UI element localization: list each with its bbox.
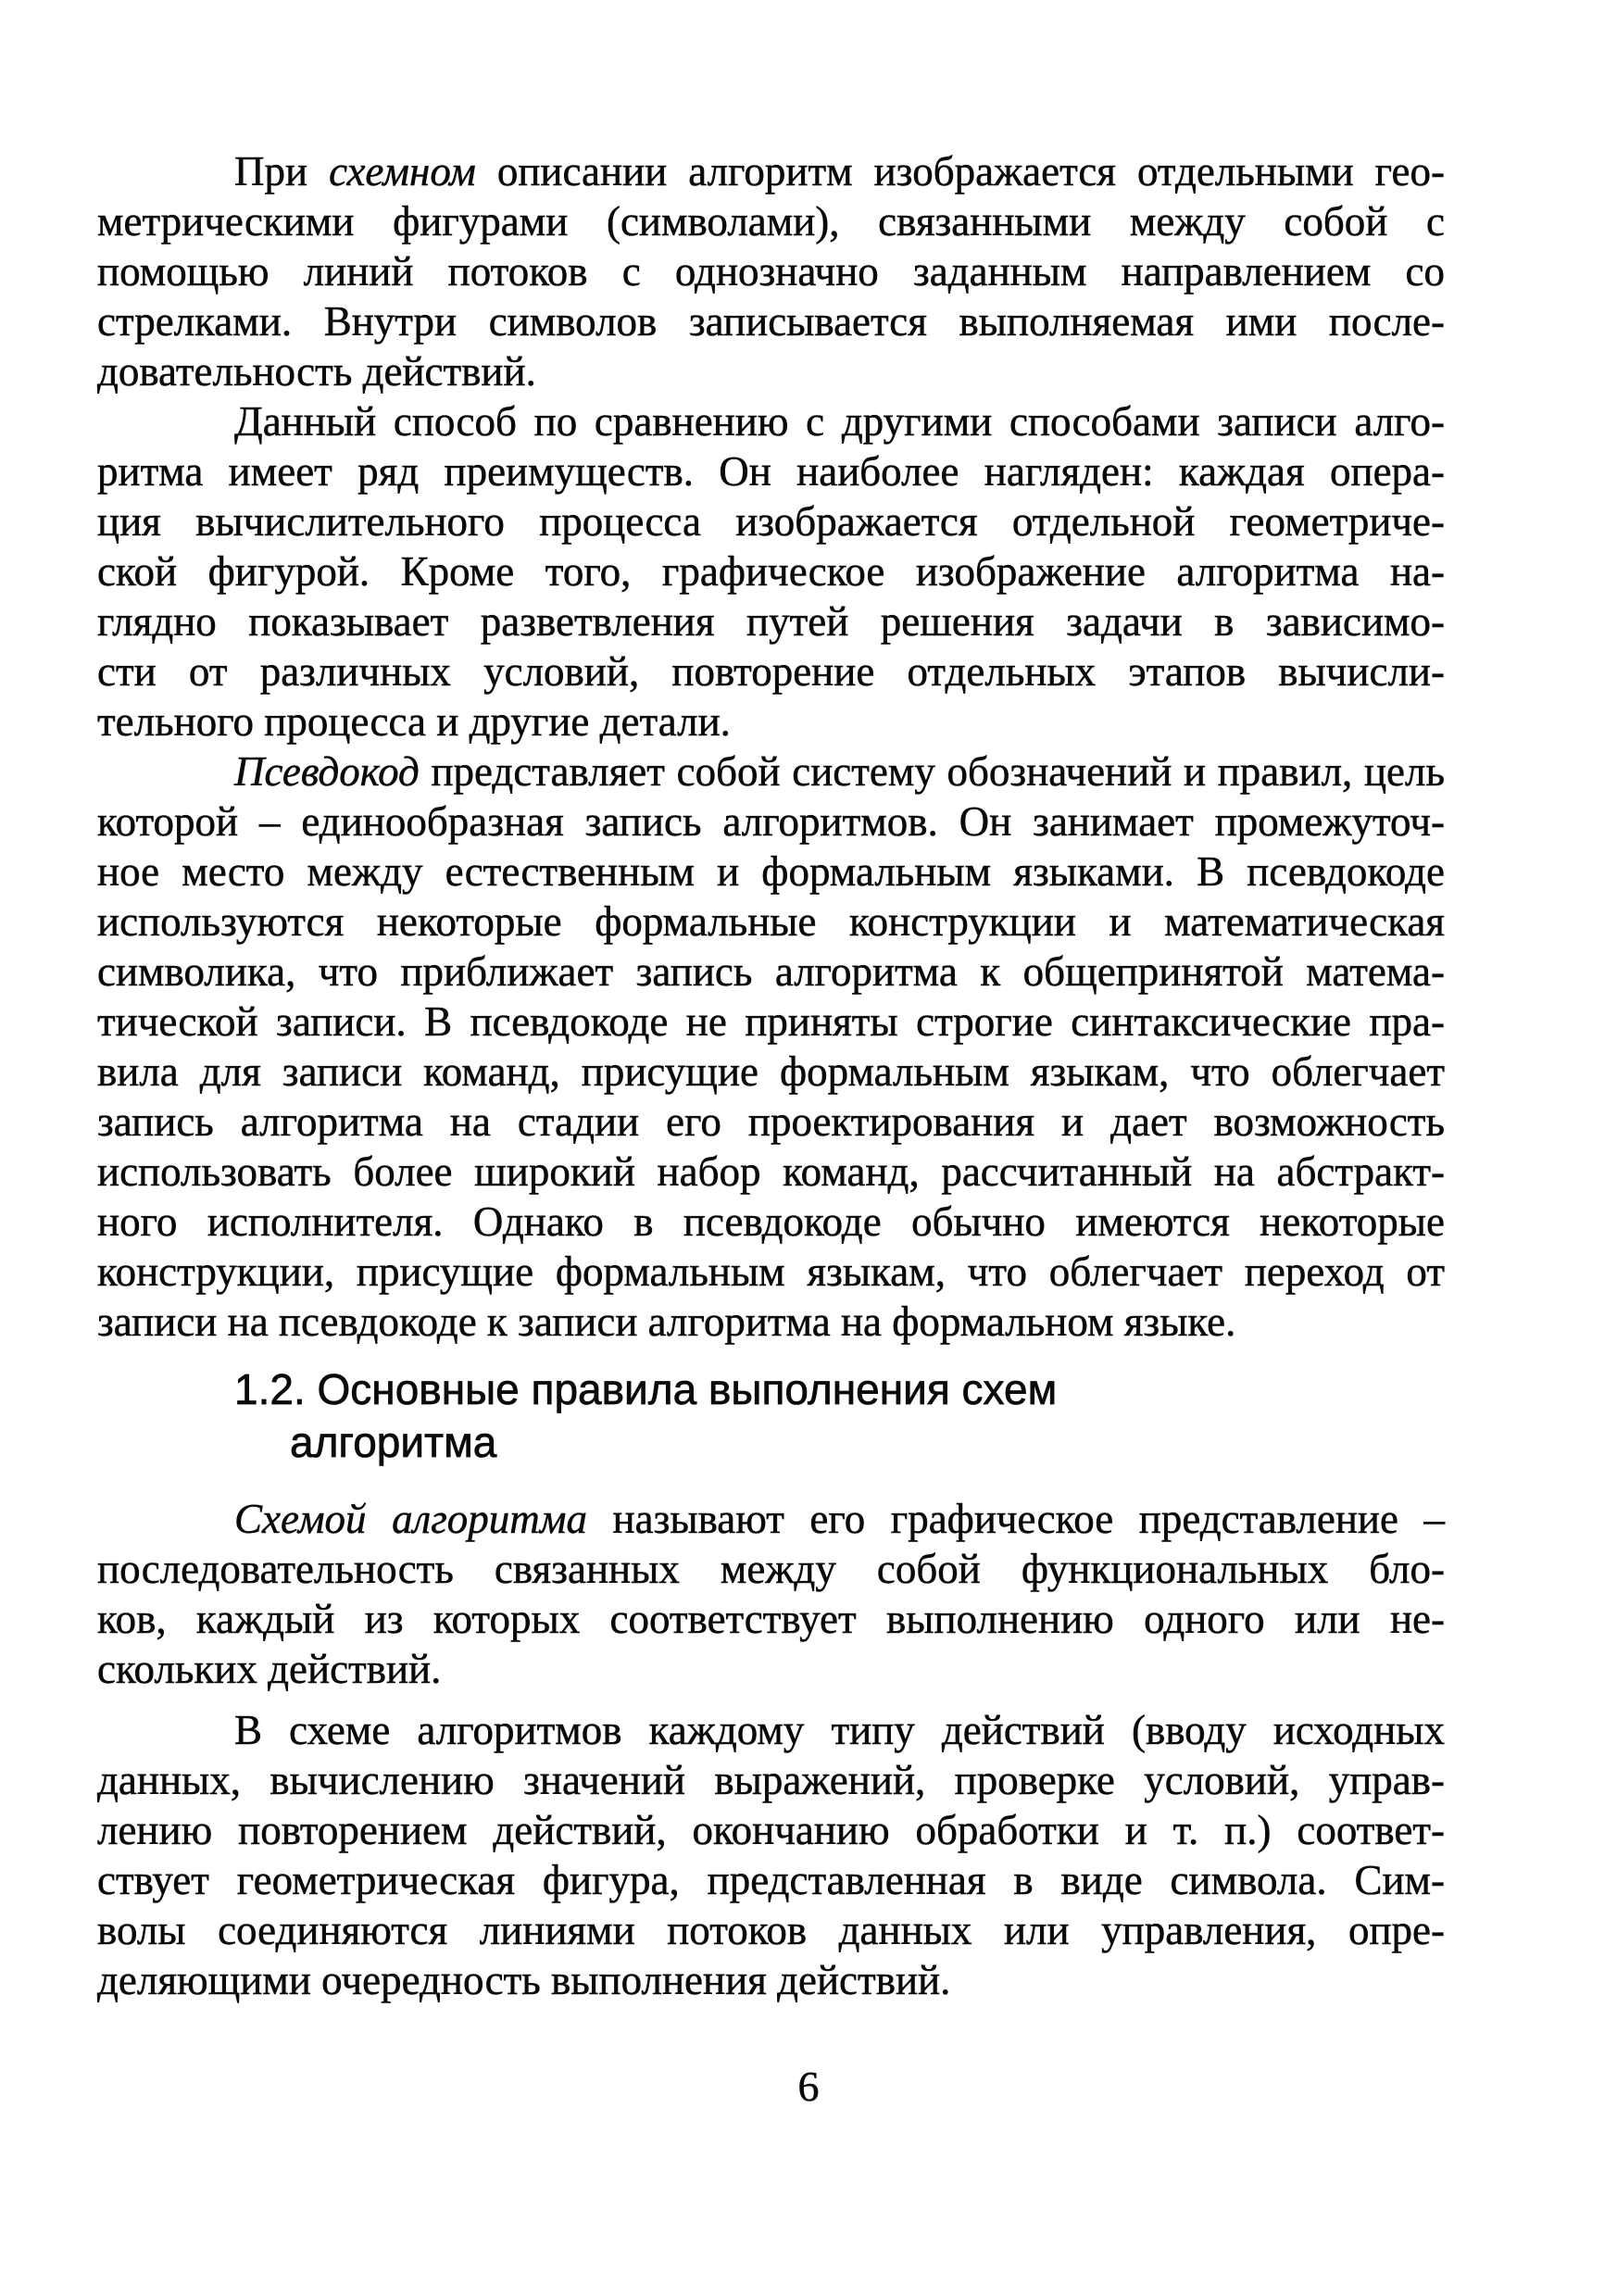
text-block [97,146,1445,2005]
text-line: конструкции, присущие формальным языкам, что облегчает переход от [97,1248,1445,1295]
section-heading-line: алгоритма [290,1418,497,1466]
text-line: Схемой алгоритма называют его графическое представление – [234,1496,1446,1542]
text-line: использовать более широкий набор команд, рассчитанный на абстракт- [97,1148,1445,1195]
text-line: лению повторением действий, окончанию обработки и т. п.) соответ- [97,1807,1445,1853]
text-line: довательность действий. [97,348,536,395]
text-line: сти от различных условий, повторение отдельных этапов вычисли- [97,648,1445,695]
text-line: скольких действий. [97,1646,442,1692]
section-heading-line: 1.2. Основные правила выполнения схем [234,1365,1058,1413]
text-line: ков, каждый из которых соответствует выполнению одного или не- [97,1596,1445,1642]
paragraph-scheme-definition [97,1494,1445,1694]
text-line: ция вычислительного процесса изображается отдельной геометриче- [97,498,1445,545]
text-line: помощью линий потоков с однозначно заданным направлением со [97,248,1445,295]
italic-term: Псевдокод [234,748,420,795]
text-line: При схемном описании алгоритм изображается отдельными гео- [234,148,1445,194]
text-line: запись алгоритма на стадии его проектирования и дает возможность [97,1098,1445,1145]
text-line: ствует геометрическая фигура, представленная в виде символа. Сим- [97,1857,1445,1903]
text-line: Данный способ по сравнению с другими способами записи алго- [234,398,1445,445]
text-line: глядно показывает разветвления путей решения задачи в зависимо- [97,598,1445,645]
text-line: ской фигурой. Кроме того, графическое изображение алгоритма на- [97,548,1445,595]
text-line: ного исполнителя. Однако в псевдокоде обычно имеются некоторые [97,1198,1445,1245]
text-line: деляющими очередность выполнения действий. [97,1957,951,2003]
paragraph-pseudocode [97,747,1445,1347]
text-line: записи на псевдокоде к записи алгоритма на формальном языке. [97,1299,1236,1345]
text-line: стрелками. Внутри символов записывается выполняемая ими после- [97,298,1445,345]
text-line: вила для записи команд, присущие формальным языкам, что облегчает [97,1048,1445,1095]
text-line: используются некоторые формальные конструкции и математическая [97,898,1445,945]
italic-term: схемном [329,148,476,194]
text-line: ритма имеет ряд преимуществ. Он наиболее нагляден: каждая опера- [97,448,1445,495]
text-line: последовательность связанных между собой функциональных бло- [97,1546,1445,1592]
text-line: данных, вычислению значений выражений, проверке условий, управ- [97,1757,1445,1803]
paragraph-symbols [97,1705,1445,2005]
text-line: Псевдокод представляет собой систему обозначений и правил, цель [234,748,1445,795]
page-number: 6 [797,2063,820,2110]
text-line: тической записи. В псевдокоде не приняты строгие синтаксические пра- [97,998,1445,1045]
text-line: В схеме алгоритмов каждому типу действий (вводу исходных [234,1707,1445,1753]
text-line: волы соединяются линиями потоков данных или управления, опре- [97,1907,1445,1953]
paragraph-scheme-advantages [97,396,1445,747]
italic-term: Схемой алгоритма [234,1496,587,1542]
text-line: метрическими фигурами (символами), связанными между собой с [97,198,1445,245]
text-line: которой – единообразная запись алгоритмов. Он занимает промежуточ- [97,798,1445,845]
text-line: ное место между естественным и формальным языками. В псевдокоде [97,848,1445,895]
paragraph-scheme-description [97,146,1445,396]
section-heading-1-2 [97,1363,1445,1469]
text-line: символика, что приближает запись алгоритма к общепринятой матема- [97,948,1445,995]
text-line: тельного процесса и другие детали. [97,698,731,745]
